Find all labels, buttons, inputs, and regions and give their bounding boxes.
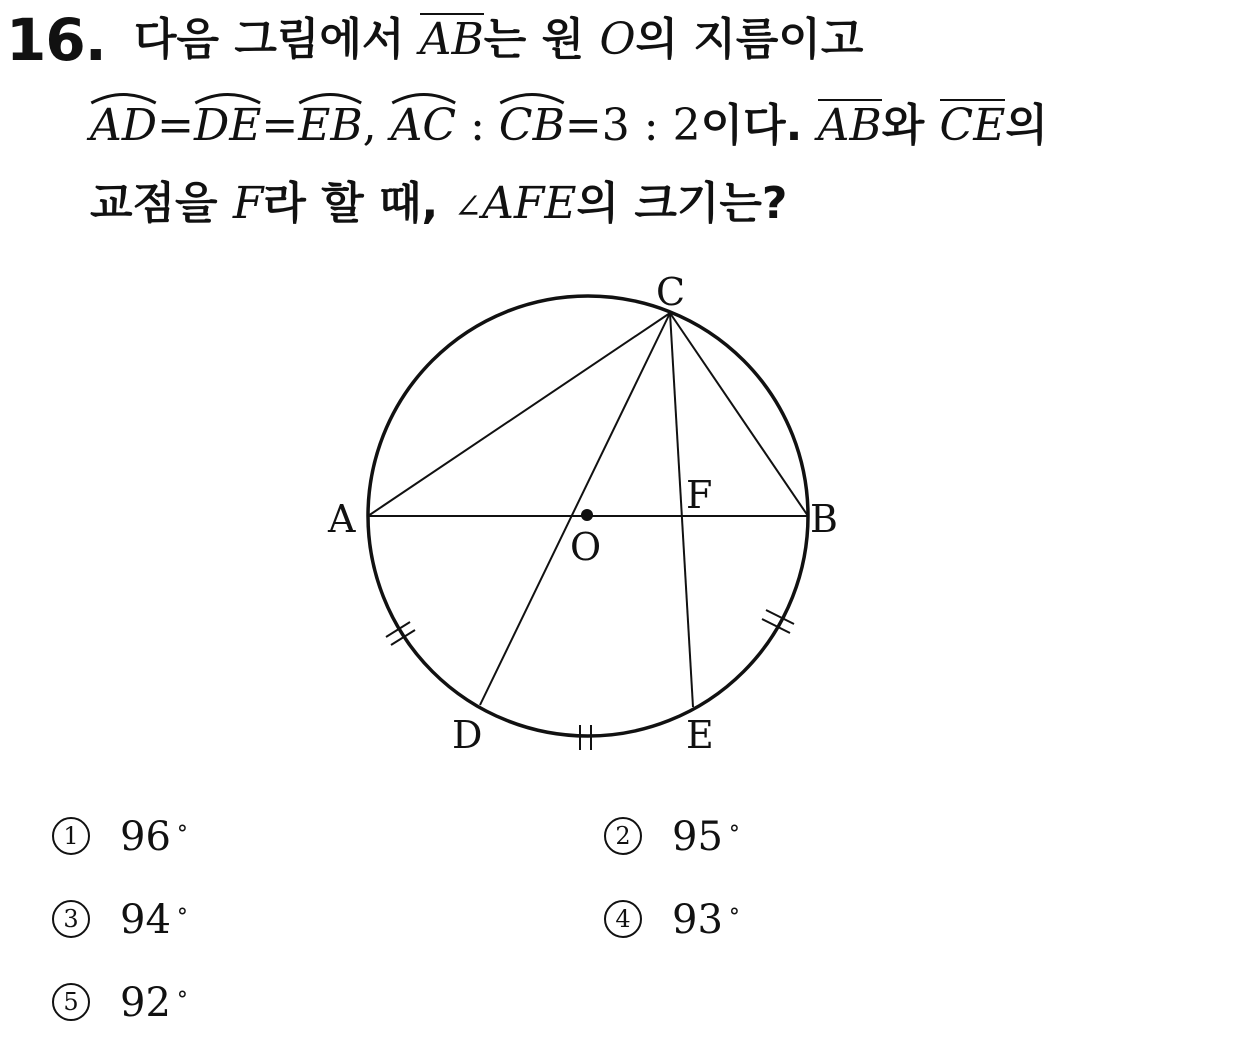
- comma: ,: [362, 100, 391, 151]
- question-number: 16.: [6, 6, 106, 74]
- label-f: F: [686, 473, 713, 517]
- answer-choice-5[interactable]: [52, 978, 188, 1028]
- ratio-value: =3 : 2: [564, 100, 701, 151]
- question-text: 다음 그림에서: [134, 14, 420, 65]
- answer-choice-1[interactable]: [52, 812, 188, 862]
- label-b: B: [810, 497, 838, 541]
- circle-o-symbol: O: [599, 14, 636, 65]
- center-point-o: [581, 509, 593, 521]
- angle-symbol: ∠: [453, 187, 483, 227]
- degree-symbol: °: [176, 905, 188, 930]
- choice-value: 95: [672, 814, 723, 860]
- chord-ca: [368, 313, 670, 516]
- segment-ce: CE: [939, 100, 1006, 151]
- label-o: O: [570, 525, 602, 569]
- segment-ab: AB: [419, 14, 484, 65]
- choice-value: 96: [120, 814, 171, 860]
- angle-afe: AFE: [482, 178, 577, 229]
- colon: :: [456, 100, 499, 151]
- answer-choice-2[interactable]: [604, 812, 740, 862]
- arc-ad: AD: [90, 96, 157, 156]
- arc-ac: AC: [391, 96, 456, 156]
- question-text: 의: [1005, 100, 1048, 151]
- choice-value: 94: [120, 897, 171, 943]
- chord-cd: [480, 313, 670, 705]
- segment-ab: AB: [817, 100, 882, 151]
- equals-sign: =: [157, 100, 194, 151]
- question-text: 라 할 때,: [263, 178, 454, 229]
- label-a: A: [328, 497, 356, 541]
- choice-number-icon: 2: [604, 817, 642, 855]
- choice-number-icon: 4: [604, 900, 642, 938]
- question-text: 교점을: [90, 178, 233, 229]
- choice-number-icon: 1: [52, 817, 90, 855]
- degree-symbol: °: [176, 822, 188, 847]
- question-text: 는 원: [483, 14, 600, 65]
- choice-value: 93: [672, 897, 723, 943]
- question-text: 의 지름이고: [635, 14, 864, 65]
- label-c: C: [656, 270, 686, 314]
- degree-symbol: °: [176, 988, 188, 1013]
- answer-choice-3[interactable]: [52, 895, 188, 945]
- answer-choice-4[interactable]: [604, 895, 740, 945]
- arc-eb: EB: [298, 96, 362, 156]
- question-text: 의 크기는?: [576, 178, 788, 229]
- choice-value: 92: [120, 980, 171, 1026]
- label-e: E: [686, 713, 714, 757]
- label-d: D: [452, 713, 483, 757]
- choice-number-icon: 3: [52, 900, 90, 938]
- equals-sign: =: [261, 100, 299, 151]
- question-text: 와: [881, 100, 940, 151]
- choice-number-icon: 5: [52, 983, 90, 1021]
- question-text: 이다.: [700, 100, 818, 151]
- arc-cb: CB: [499, 96, 565, 156]
- point-f-symbol: F: [232, 178, 264, 229]
- degree-symbol: °: [728, 905, 740, 930]
- degree-symbol: °: [728, 822, 740, 847]
- arc-de: DE: [194, 96, 261, 156]
